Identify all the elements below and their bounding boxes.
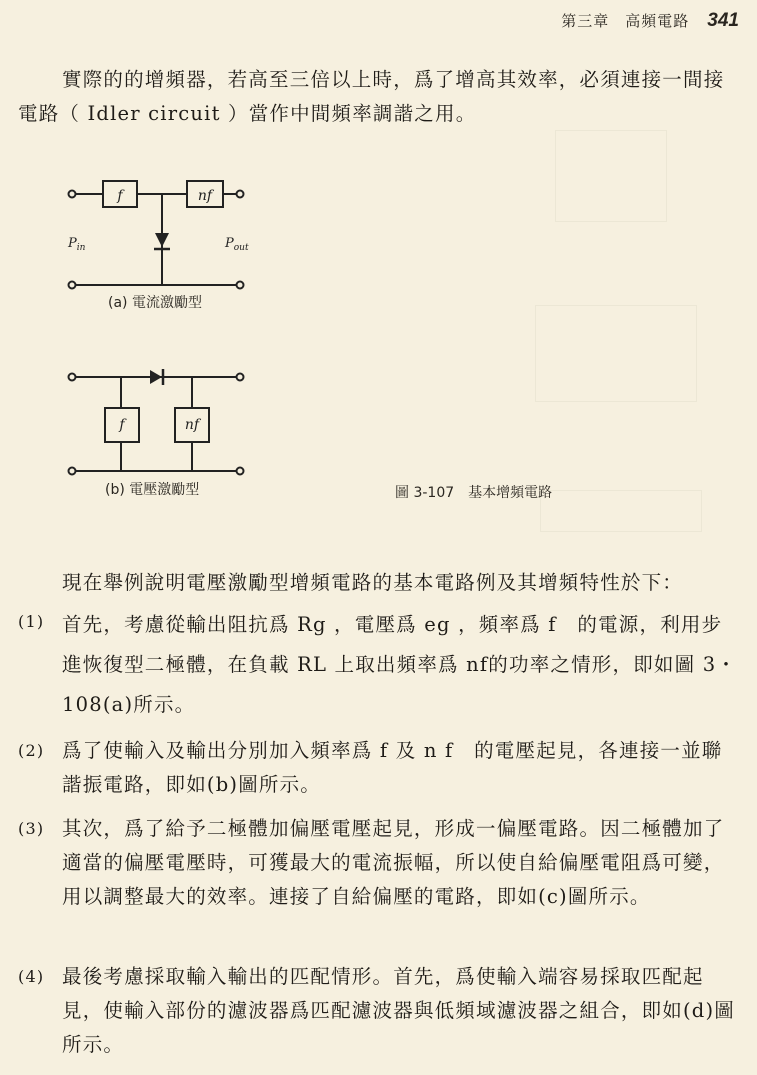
pout-label: $P_{out}$	[225, 236, 249, 253]
block-f-label: f	[119, 417, 125, 433]
intro-paragraph: 實際的的增頻器，若高至三倍以上時，爲了增高其效率，必須連接一間接電路（ Idler circuit ）當作中間頻率調諧之用。	[18, 68, 725, 125]
bleed-through-mark	[555, 130, 667, 222]
figure-caption: 圖 3-107 基本增頻電路	[395, 485, 553, 501]
page-number: 341	[707, 10, 739, 31]
item-number: (3)	[18, 819, 45, 838]
diagram-a-caption: (a) 電流激勵型	[108, 295, 202, 311]
block-nf-label: nf	[197, 188, 213, 204]
chapter-title: 第三章 高頻電路	[561, 12, 690, 30]
running-header	[561, 10, 739, 32]
item-text: 首先，考慮從輸出阻抗爲 Rg ，電壓爲 eg ，頻率爲 f 的電源，利用步進恢復型二極體，在負載 RL 上取出頻率爲 nf的功率之情形，即如圖 3・108(a)所示。	[62, 613, 738, 716]
lead-paragraph: 現在舉例說明電壓激勵型增頻電路的基本電路例及其增頻特性於下：	[62, 571, 684, 594]
diagram-b-caption: (b) 電壓激勵型	[105, 482, 200, 498]
circuit-diagram-b	[60, 365, 260, 480]
block-f-label: f	[117, 188, 123, 204]
pin-label: $P_{in}$	[68, 236, 86, 253]
list-item	[18, 605, 740, 725]
item-number: (4)	[18, 967, 45, 986]
block-nf-label: nf	[184, 417, 200, 433]
list-item	[18, 734, 740, 802]
item-number: (1)	[18, 612, 45, 631]
item-number: (2)	[18, 741, 45, 760]
circuit-diagram-a	[60, 175, 260, 295]
list-item	[18, 960, 740, 1062]
list-item	[18, 812, 740, 914]
bleed-through-mark	[540, 490, 702, 532]
item-text: 爲了使輸入及輸出分別加入頻率爲 f 及 n f 的電壓起見，各連接一並聯諧振電路，即如(b)圖所示。	[62, 739, 723, 796]
bleed-through-mark	[535, 305, 697, 402]
item-text: 其次，爲了給予二極體加偏壓電壓起見，形成一偏壓電路。因二極體加了適當的偏壓電壓時，可獲最大的電流振幅，所以使自給偏壓電阻爲可變，用以調整最大的效率。連接了自給偏壓的電路，即如(c)圖所示。	[62, 817, 725, 908]
item-text: 最後考慮採取輸入輸出的匹配情形。首先，爲使輸入端容易採取匹配起見，使輸入部份的濾波器爲匹配濾波器與低頻域濾波器之組合，即如(d)圖所示。	[62, 965, 735, 1056]
